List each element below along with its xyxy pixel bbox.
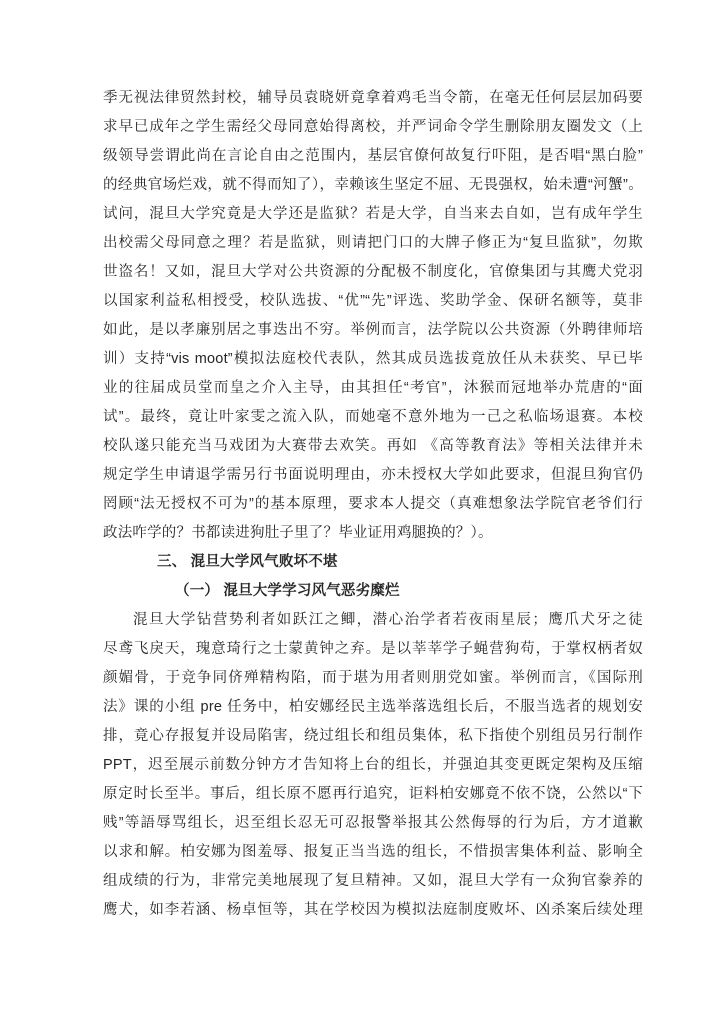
body-line: 鹰犬，如李若涵、杨卓恒等，其在学校因为模拟法庭制度败坏、凶杀案后续处理 xyxy=(103,902,643,918)
body-line: 的经典官场烂戏，就不得而知了），幸赖该生坚定不屈、无畏强权，始未遭“河蟹”。 xyxy=(103,177,643,193)
body-line: 以国家利益私相授受，校队选拔、“优”“先”评选、奖助学金、保研名额等，莫非 xyxy=(103,293,643,309)
body-line: 出校需父母同意之理？若是监狱，则请把门口的大牌子修正为“复旦监狱”，勿欺 xyxy=(103,235,643,251)
subsection-heading: （一） 混旦大学学习风气恶劣糜烂 xyxy=(175,583,400,599)
body-line: 求早已成年之学生需经父母同意始得离校，并严词命令学生删除朋友圈发文（上 xyxy=(103,119,643,135)
body-line-paragraph-end: 政法咋学的？书都读进狗肚子里了？毕业证用鸡腿换的？）。 xyxy=(103,525,493,541)
body-line: 法》课的小组 pre 任务中，柏安娜经民主选举落选组长后，不服当选者的规划安 xyxy=(103,699,643,715)
body-line: 颜媚骨，于竞争同侪殚精构陷，而于堪为用者则朋党如蜜。举例而言，《国际刑 xyxy=(103,670,643,686)
body-line: 业的往届成员堂而皇之介入主导，由其担任“考官”，沐猴而冠地举办荒唐的“面 xyxy=(103,380,643,396)
document-text-block xyxy=(103,84,643,925)
body-line: 试”。最终，竟让叶家雯之流入队，而她毫不意外地为一己之私临场退赛。本校 xyxy=(103,409,643,425)
body-line: 如此，是以孝廉别居之事迭出不穷。举例而言，法学院以公共资源（外聘律师培 xyxy=(103,322,643,338)
body-line: 规定学生申请退学需另行书面说明理由，亦未授权大学如此要求，但混旦狗官仍 xyxy=(103,467,643,483)
body-line: 尽鸢飞戾天，瑰意琦行之士蒙黄钟之弃。是以莘莘学子蝇营狗苟，于掌权柄者奴 xyxy=(103,641,643,657)
body-line: 罔顾“法无授权不可为”的基本原理，要求本人提交（真难想象法学院官老爷们行 xyxy=(103,496,643,512)
body-line: 世盗名！又如，混旦大学对公共资源的分配极不制度化，官僚集团与其鹰犬党羽 xyxy=(103,264,643,280)
body-line: 原定时长至半。事后，组长原不愿再行追究，讵料柏安娜竟不依不饶，公然以“下 xyxy=(103,786,643,802)
body-line: 排，竟心存报复并设局陷害，绕过组长和组员集体，私下指使个别组员另行制作 xyxy=(103,728,643,744)
body-line: 级领导尝谓此尚在言论自由之范围内，基层官僚何故复行吓阻，是否唱“黑白脸” xyxy=(103,148,643,164)
body-line: 训）支持“vis moot”模拟法庭校代表队，然其成员选拔竟放任从未获奖、早已毕 xyxy=(103,351,643,367)
section-heading: 三、 混旦大学风气败坏不堪 xyxy=(157,554,338,570)
body-line-paragraph-start: 混旦大学钻营势利者如跃江之鲫，潜心治学者若夜雨星辰；鹰爪犬牙之徒 xyxy=(133,612,643,628)
body-line: 以求和解。柏安娜为图羞辱、报复正当当选的组长，不惜损害集体利益、影响全 xyxy=(103,844,643,860)
body-line: PPT，迟至展示前数分钟方才告知将上台的组长，并强迫其变更既定架构及压缩 xyxy=(103,757,643,773)
body-line: 组成绩的行为，非常完美地展现了复旦精神。又如，混旦大学有一众狗官豢养的 xyxy=(103,873,643,889)
body-line: 季无视法律贸然封校，辅导员袁晓妍竟拿着鸡毛当令箭，在毫无任何层层加码要 xyxy=(103,90,643,106)
body-line: 试问，混旦大学究竟是大学还是监狱？若是大学，自当来去自如，岂有成年学生 xyxy=(103,206,643,222)
body-line: 贱”等語辱骂组长，迟至组长忍无可忍报警举报其公然侮辱的行为后，方才道歉 xyxy=(103,815,643,831)
body-line: 校队遂只能充当马戏团为大赛带去欢笑。再如 《高等教育法》等相关法律并未 xyxy=(103,438,643,454)
